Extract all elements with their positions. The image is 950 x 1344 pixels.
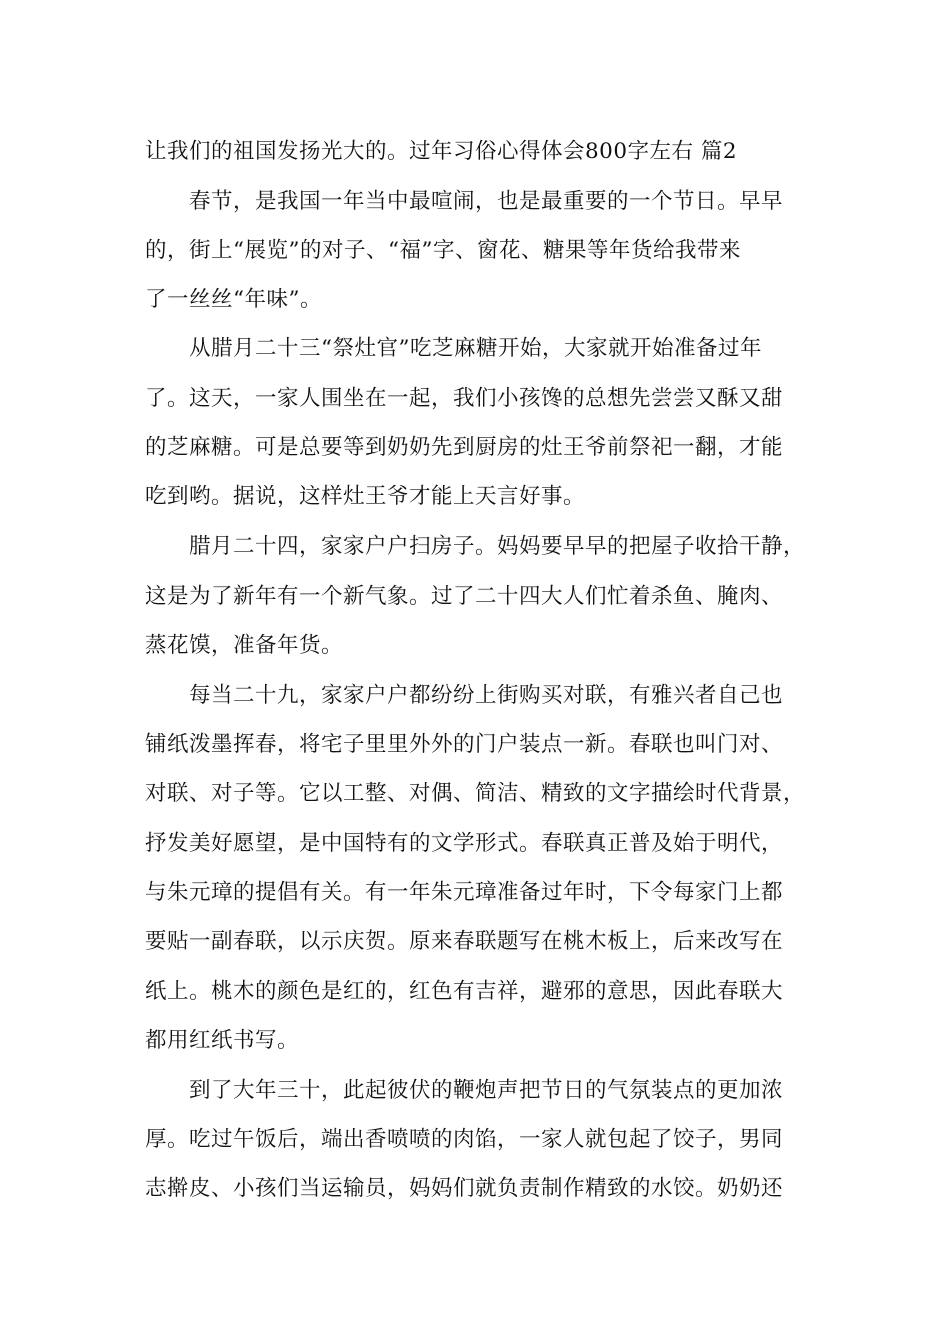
text-line: 了。这天，一家人围坐在一起，我们小孩馋的总想先尝尝又酥又甜 — [145, 386, 784, 411]
paragraph-first-line: 春节，是我国一年当中最喧闹，也是最重要的一个节日。早早 — [189, 189, 784, 214]
text-line: 蒸花馍，准备年货。 — [145, 633, 344, 658]
text-line: 了一丝丝“年味”。 — [145, 287, 322, 312]
text-line: 抒发美好愿望，是中国特有的文学形式。春联真正普及始于明代， — [145, 831, 784, 856]
paragraph-first-line: 到了大年三十，此起彼伏的鞭炮声把节日的气氛装点的更加浓 — [189, 1078, 784, 1103]
text-line: 这是为了新年有一个新气象。过了二十四大人们忙着杀鱼、腌肉、 — [145, 584, 784, 609]
text-line: 的芝麻糖。可是总要等到奶奶先到厨房的灶王爷前祭祀一翻，才能 — [145, 435, 784, 460]
text-line: 厚。吃过午饭后，端出香喷喷的肉馅，一家人就包起了饺子，男同 — [145, 1127, 784, 1152]
paragraph-first-line: 每当二十九，家家户户都纷纷上街购买对联，有雅兴者自己也 — [189, 683, 784, 708]
text-line: 吃到哟。据说，这样灶王爷才能上天言好事。 — [145, 484, 586, 509]
text-line: 都用红纸书写。 — [145, 1028, 300, 1053]
paragraph-first-line: 腊月二十四，家家户户扫房子。妈妈要早早的把屋子收拾干静， — [189, 534, 806, 559]
text-line: 要贴一副春联，以示庆贺。原来春联题写在桃木板上，后来改写在 — [145, 929, 784, 954]
text-line: 让我们的祖国发扬光大的。过年习俗心得体会800字左右 篇2 — [145, 139, 738, 164]
text-line: 与朱元璋的提倡有关。有一年朱元璋准备过年时，下令每家门上都 — [145, 880, 784, 905]
text-line: 志擀皮、小孩们当运输员，妈妈们就负责制作精致的水饺。奶奶还 — [145, 1176, 784, 1201]
text-line: 铺纸泼墨挥春，将宅子里里外外的门户装点一新。春联也叫门对、 — [145, 732, 784, 757]
text-line: 对联、对子等。它以工整、对偶、简洁、精致的文字描绘时代背景， — [145, 781, 806, 806]
paragraph-first-line: 从腊月二十三“祭灶官”吃芝麻糖开始，大家就开始准备过年 — [189, 336, 762, 361]
text-line: 的，街上“展览”的对子、“福”字、窗花、糖果等年货给我带来 — [145, 238, 741, 263]
text-line: 纸上。桃木的颜色是红的，红色有吉祥，避邪的意思，因此春联大 — [145, 979, 784, 1004]
